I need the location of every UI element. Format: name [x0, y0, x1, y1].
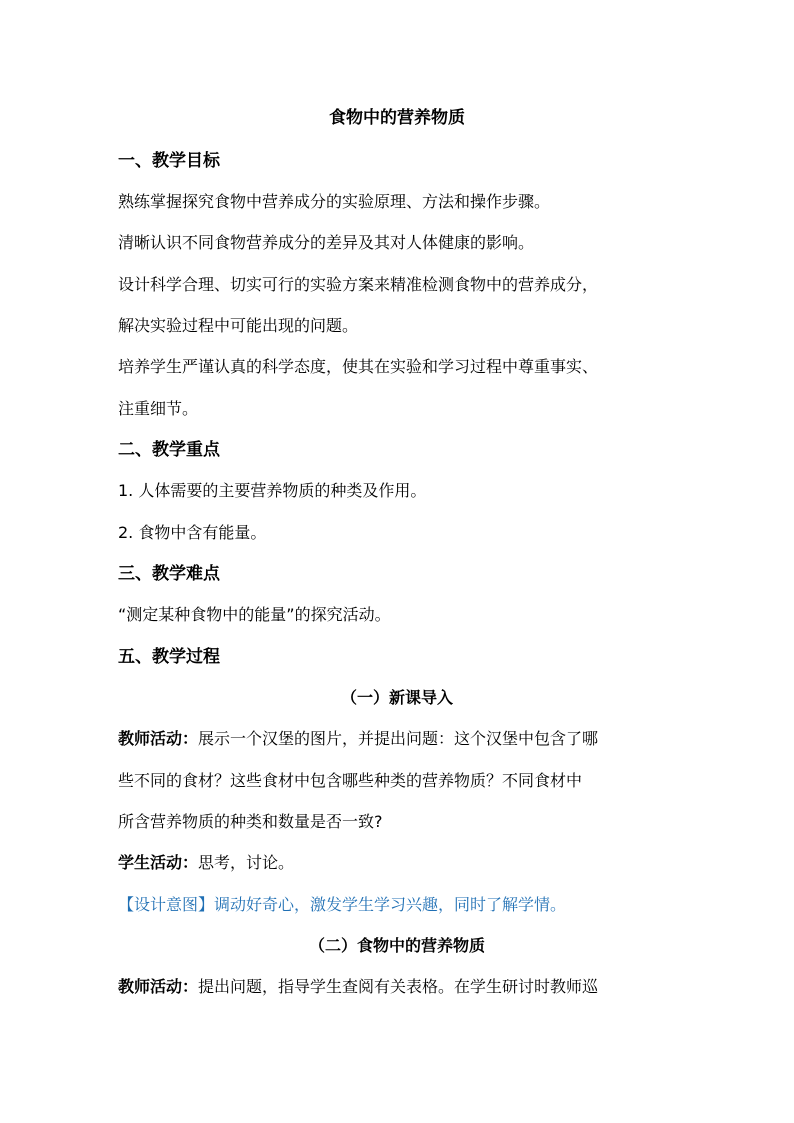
intro-teacher-activity-line-3: 所含营养物质的种类和数量是否一致? — [118, 812, 383, 831]
teacher-activity-label: 教师活动： — [118, 729, 199, 748]
section-heading-key-points: 二、教学重点 — [118, 440, 220, 460]
goal-paragraph-1: 熟练掌握探究食物中营养成分的实验原理、方法和操作步骤。 — [118, 192, 551, 211]
teacher-activity-label-2: 教师活动： — [118, 977, 199, 996]
teacher-activity-text-2: 提出问题，指导学生查阅有关表格。在学生研讨时教师巡 — [198, 977, 599, 996]
intro-student-activity — [118, 853, 688, 873]
section-heading-difficulties: 三、教学难点 — [118, 564, 220, 584]
document-title: 食物中的营养物质 — [329, 108, 465, 128]
intro-teacher-activity-line-1 — [118, 729, 688, 749]
goal-paragraph-3-line-1: 设计科学合理、切实可行的实验方案来精准检测食物中的营养成分， — [118, 275, 599, 294]
difficulty-paragraph: “测定某种食物中的能量”的探究活动。 — [118, 605, 391, 624]
key-point-2: 2. 食物中含有能量。 — [118, 523, 267, 542]
section-heading-process: 五、教学过程 — [118, 647, 220, 667]
goal-paragraph-2: 清晰认识不同食物营养成分的差异及其对人体健康的影响。 — [118, 233, 535, 252]
key-point-1: 1. 人体需要的主要营养物质的种类及作用。 — [118, 481, 427, 500]
section-heading-goals: 一、教学目标 — [118, 151, 220, 171]
nutrients-teacher-activity-line-1 — [118, 977, 688, 997]
teacher-activity-text: 展示一个汉堡的图片，并提出问题：这个汉堡中包含了哪 — [198, 729, 599, 748]
subsection-heading-nutrients: （二）食物中的营养物质 — [308, 936, 485, 955]
student-activity-text: 思考，讨论。 — [198, 853, 295, 872]
intro-design-intent: 【设计意图】调动好奇心，激发学生学习兴趣，同时了解学情。 — [118, 895, 567, 914]
subsection-heading-intro: （一）新课导入 — [340, 688, 453, 707]
goal-paragraph-3-line-2: 解决实验过程中可能出现的问题。 — [118, 316, 359, 335]
goal-paragraph-4-line-1: 培养学生严谨认真的科学态度，使其在实验和学习过程中尊重事实、 — [118, 357, 599, 376]
goal-paragraph-4-line-2: 注重细节。 — [118, 399, 199, 418]
intro-teacher-activity-line-2: 些不同的食材？这些食材中包含哪些种类的营养物质？不同食材中 — [118, 771, 583, 790]
student-activity-label: 学生活动： — [118, 853, 199, 872]
